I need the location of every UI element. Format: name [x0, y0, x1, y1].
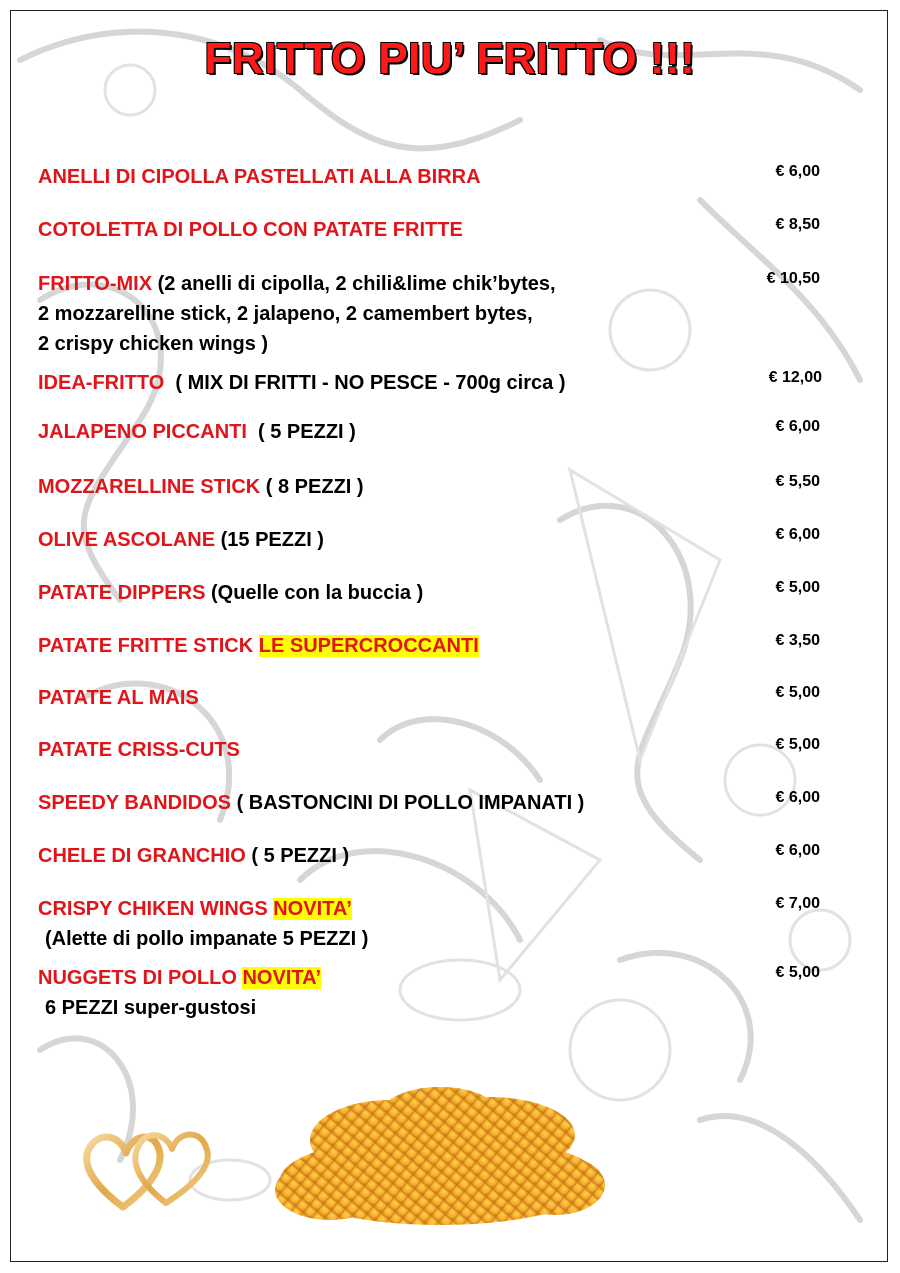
- item-price: € 5,00: [775, 736, 820, 753]
- item-name: SPEEDY BANDIDOS: [38, 792, 232, 814]
- menu-item: [38, 894, 878, 954]
- highlight-badge: NOVITA’: [242, 967, 321, 989]
- item-name: FRITTO-MIX: [38, 273, 153, 295]
- item-name: CHELE DI GRANCHIO: [38, 845, 246, 867]
- menu-item: [38, 525, 878, 555]
- item-name: ANELLI DI CIPOLLA PASTELLATI ALLA BIRRA: [38, 166, 481, 188]
- menu-item: [38, 963, 878, 1023]
- item-description: ( 5 PEZZI ): [246, 421, 356, 443]
- item-description: (15 PEZZI ): [215, 529, 324, 551]
- item-price: € 7,00: [775, 895, 820, 912]
- menu-item: [38, 215, 878, 245]
- item-description: (Quelle con la buccia ): [205, 582, 424, 604]
- menu-title: FRITTO PIU’ FRITTO !!!: [204, 34, 696, 83]
- item-name: IDEA-FRITTO: [38, 372, 165, 394]
- menu-item: [38, 841, 878, 871]
- menu-item: [38, 631, 878, 661]
- item-description: 6 PEZZI super-gustosi: [45, 997, 257, 1019]
- item-price: € 6,00: [775, 842, 820, 859]
- item-price: € 5,50: [775, 473, 820, 490]
- item-price: € 6,00: [775, 526, 820, 543]
- item-name: PATATE DIPPERS: [38, 582, 206, 604]
- item-description: ( BASTONCINI DI POLLO IMPANATI ): [231, 792, 585, 814]
- item-name: PATATE AL MAIS: [38, 687, 199, 709]
- menu-item: [38, 417, 878, 447]
- item-description: ( MIX DI FRITTI - NO PESCE - 700g circa ): [164, 372, 566, 394]
- item-price: € 10,50: [766, 270, 820, 287]
- item-price: € 3,50: [775, 632, 820, 649]
- item-description: 2 mozzarelline stick, 2 jalapeno, 2 camembert bytes,: [38, 303, 533, 325]
- item-name: PATATE CRISS-CUTS: [38, 739, 240, 761]
- item-price: € 6,00: [775, 789, 820, 806]
- highlight-badge: LE SUPERCROCCANTI: [258, 635, 479, 657]
- item-name: MOZZARELLINE STICK: [38, 476, 261, 498]
- menu-item: [38, 578, 878, 608]
- item-description: ( 5 PEZZI ): [245, 845, 350, 867]
- item-price: € 5,00: [775, 579, 820, 596]
- item-name: COTOLETTA DI POLLO CON PATATE FRITTE: [38, 219, 463, 241]
- menu-item: [38, 735, 878, 765]
- menu-item: [38, 788, 878, 818]
- item-price: € 8,50: [775, 216, 820, 233]
- highlight-badge: NOVITA’: [273, 898, 352, 920]
- item-price: € 5,00: [775, 684, 820, 701]
- menu-item: [38, 683, 878, 713]
- waffle-fries-image: [270, 1080, 610, 1230]
- item-name: JALAPENO PICCANTI: [38, 421, 247, 443]
- item-name: OLIVE ASCOLANE: [38, 529, 216, 551]
- item-description: 2 crispy chicken wings ): [38, 333, 269, 355]
- menu-item: [38, 162, 878, 192]
- item-description: ( 8 PEZZI ): [260, 476, 364, 498]
- item-name: NUGGETS DI POLLO: [38, 967, 237, 989]
- item-price: € 5,00: [775, 964, 820, 981]
- item-price: € 6,00: [775, 418, 820, 435]
- item-price: € 6,00: [775, 163, 820, 180]
- menu-item: [38, 368, 878, 398]
- menu-item: [38, 472, 878, 502]
- hearts-logo-icon: [78, 1115, 218, 1215]
- item-price: € 12,00: [768, 369, 822, 386]
- item-description: (2 anelli di cipolla, 2 chili&lime chik’bytes,: [152, 273, 556, 295]
- item-name: PATATE FRITTE STICK: [38, 635, 254, 657]
- menu-item: [38, 269, 878, 359]
- item-description: (Alette di pollo impanate 5 PEZZI ): [45, 928, 369, 950]
- item-name: CRISPY CHIKEN WINGS: [38, 898, 268, 920]
